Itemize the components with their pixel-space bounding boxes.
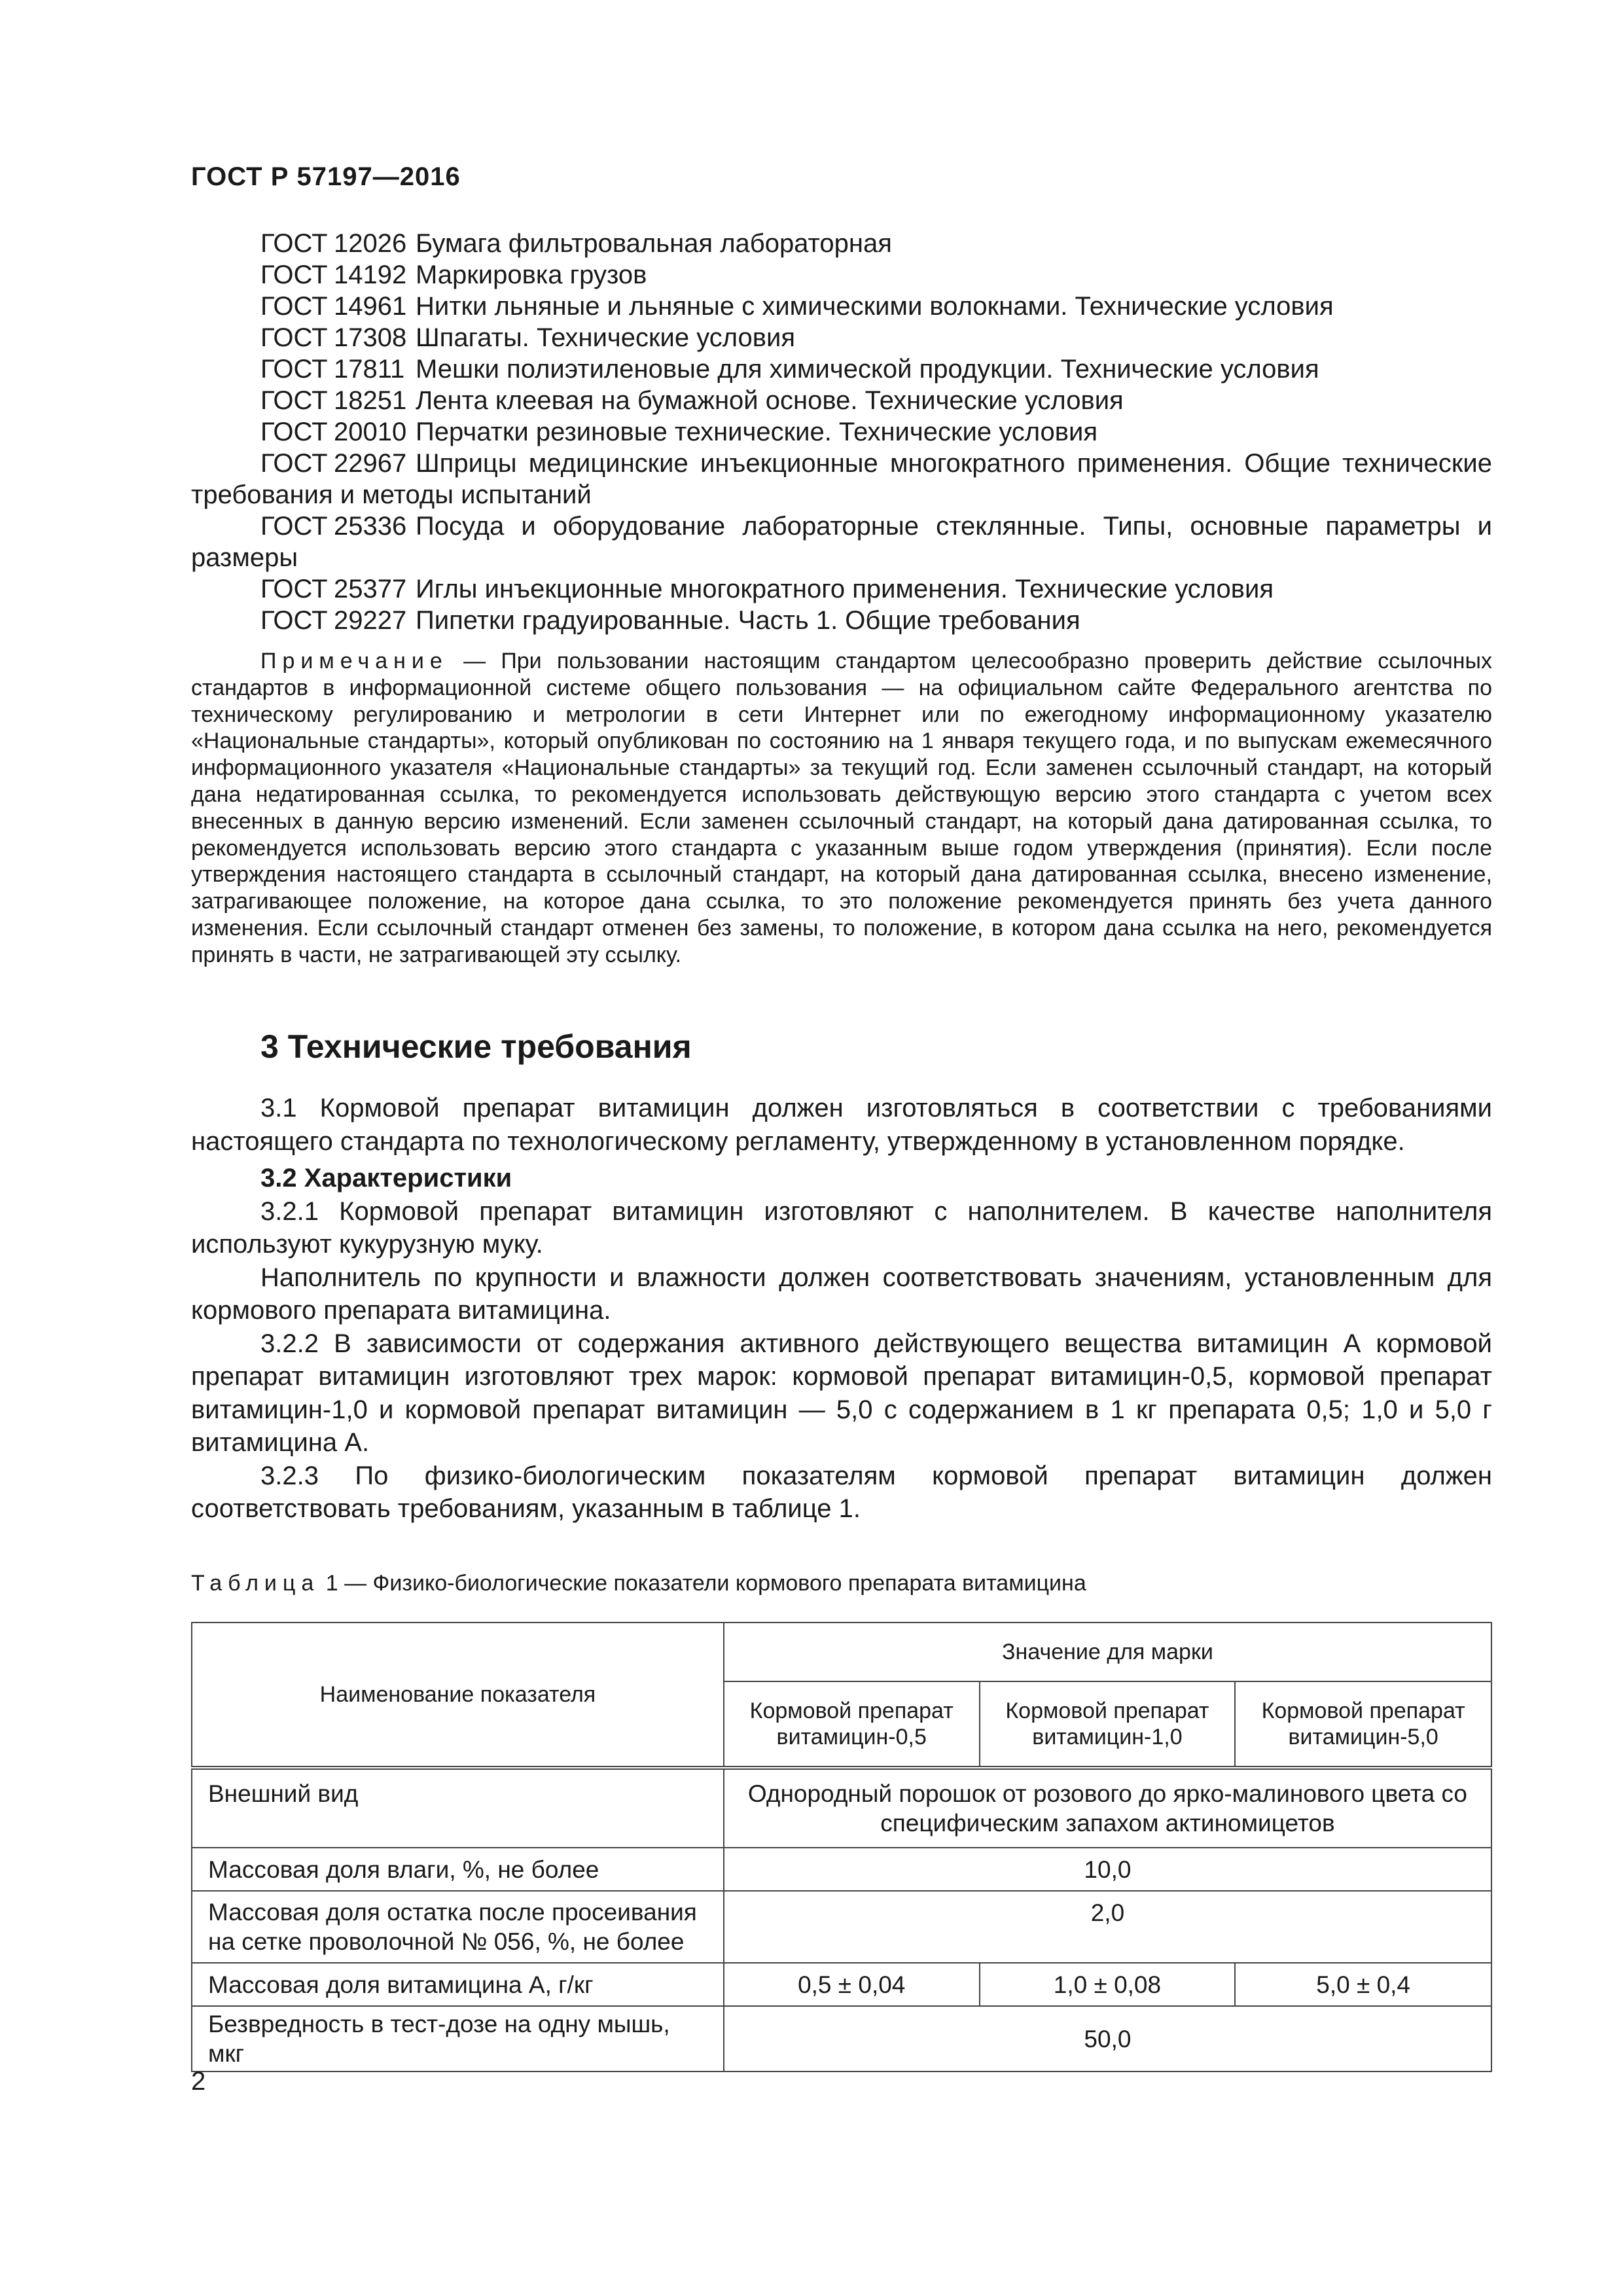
ref-title: Бумага фильтровальная лабораторная — [416, 229, 892, 258]
ref-title: Перчатки резиновые технические. Технические условия — [416, 418, 1098, 446]
header-grade-2: Кормовой препарат витамицин-1,0 — [980, 1681, 1236, 1768]
list-item — [191, 448, 1492, 511]
header-name-column: Наименование показателя — [192, 1623, 724, 1768]
ref-number: 20010 — [334, 418, 407, 446]
list-item — [191, 259, 1492, 291]
row-name: Внешний вид — [192, 1768, 724, 1848]
header-grade-3: Кормовой препарат витамицин-5,0 — [1235, 1681, 1491, 1768]
ref-number: 18251 — [334, 386, 407, 415]
page-number: 2 — [191, 2067, 206, 2096]
ref-code: ГОСТ — [260, 229, 328, 258]
note-text: — При пользовании настоящим стандартом целесообразно проверить действие ссылочных стандартов в информационной системе общего пользования — на официальном сайте Федерального агентства по техническому регулированию и метрологии в сети Интернет или по ежегодному информационному указателю «Национальные стандарты», который опубликован по состоянию на 1 января текущего года, и по выпускам ежемесячного информационного указателя «Национальные стандарты» за текущий год. Если заменен ссылочный стандарт, на который дана недатированная ссылка, то рекомендуется использовать действующую версию этого стандарта с учетом всех внесенных в данную версию изменений. Если заменен ссылочный стандарт, на который дана датированная ссылка, то рекомендуется использовать версию этого стандарта с указанным выше годом утверждения (принятия). Если после утверждения настоящего стандарта в ссылочный стандарт, на который дана датированная ссылка, внесено изменение, затрагивающее положение, на которое дана ссылка, то это положение рекомендуется принять без учета данного изменения. Если ссылочный стандарт отменен без замены, то положение, в котором дана ссылка на него, рекомендуется принять в части, не затрагивающей эту ссылку. — [191, 649, 1492, 967]
paragraph-3-2-2: 3.2.2 В зависимости от содержания активного действующего вещества витамицин А кормовой препарат витамицин изготовляют трех марок: кормовой препарат витамицин-0,5, кормовой препарат витамицин-1,0 и кормовой препарат витамицин — 5,0 с содержанием в 1 кг препарата 0,5; 1,0 и 5,0 г витамицина А. — [191, 1329, 1492, 1457]
row-value: 50,0 — [724, 2006, 1491, 2072]
row-name: Безвредность в тест-дозе на одну мышь, мкг — [192, 2006, 724, 2072]
subsection-heading: 3.2 Характеристики — [260, 1164, 512, 1193]
ref-number: 17308 — [334, 323, 407, 352]
document-header: ГОСТ Р 57197—2016 — [191, 162, 461, 191]
list-item — [191, 291, 1492, 322]
ref-number: 14192 — [334, 260, 407, 289]
ref-title: Шприцы медицинские инъекционные многократного применения. Общие технические требования и методы испытаний — [191, 449, 1492, 509]
row-value: 1,0 ± 0,08 — [980, 1963, 1236, 2006]
ref-title: Шпагаты. Технические условия — [416, 323, 796, 352]
row-value: 2,0 — [724, 1891, 1491, 1963]
row-value: Однородный порошок от розового до ярко-малинового цвета со специфическим запахом актиномицетов — [724, 1768, 1491, 1848]
ref-code: ГОСТ — [260, 292, 328, 321]
ref-code: ГОСТ — [260, 260, 328, 289]
ref-title: Мешки полиэтиленовые для химической продукции. Технические условия — [416, 355, 1319, 384]
reference-list — [191, 228, 1492, 636]
ref-code: ГОСТ — [260, 418, 328, 446]
table-caption-label: Таблица — [191, 1571, 320, 1596]
note-label: Примечание — [260, 649, 448, 673]
ref-title: Посуда и оборудование лабораторные стеклянные. Типы, основные параметры и размеры — [191, 512, 1492, 572]
ref-code: ГОСТ — [260, 606, 328, 635]
ref-title: Пипетки градуированные. Часть 1. Общие требования — [416, 606, 1080, 635]
table-caption-text: 1 — Физико-биологические показатели кормового препарата витамицина — [319, 1571, 1086, 1596]
ref-number: 17811 — [334, 355, 405, 384]
ref-number: 29227 — [334, 606, 407, 635]
ref-code: ГОСТ — [260, 575, 328, 603]
ref-code: ГОСТ — [260, 323, 328, 352]
ref-title: Лента клеевая на бумажной основе. Технические условия — [416, 386, 1124, 415]
table-row — [192, 1963, 1491, 2006]
ref-title: Иглы инъекционные многократного применения. Технические условия — [416, 575, 1274, 603]
table-row — [192, 2006, 1491, 2072]
ref-code: ГОСТ — [260, 355, 328, 384]
header-group: Значение для марки — [724, 1623, 1491, 1681]
ref-code: ГОСТ — [260, 512, 328, 541]
ref-number: 22967 — [334, 449, 407, 478]
table-row — [192, 1891, 1491, 1963]
paragraph-filler: Наполнитель по крупности и влажности должен соответствовать значениям, установленным для кормового препарата витамицина. — [191, 1263, 1492, 1325]
paragraph-3-2-1: 3.2.1 Кормовой препарат витамицин изготовляют с наполнителем. В качестве наполнителя используют кукурузную муку. — [191, 1196, 1492, 1259]
row-value: 5,0 ± 0,4 — [1235, 1963, 1491, 2006]
row-name: Массовая доля влаги, %, не более — [192, 1848, 724, 1891]
ref-number: 14961 — [334, 292, 407, 321]
ref-title: Маркировка грузов — [416, 260, 647, 289]
ref-number: 12026 — [334, 229, 407, 258]
list-item — [191, 353, 1492, 385]
note-paragraph — [191, 648, 1492, 969]
table-caption — [191, 1571, 1086, 1596]
row-value: 10,0 — [724, 1848, 1491, 1891]
list-item — [191, 573, 1492, 605]
row-name: Массовая доля остатка после просеивания на сетке проволочной № 056, %, не более — [192, 1891, 724, 1963]
row-name: Массовая доля витамицина А, г/кг — [192, 1963, 724, 2006]
table-row — [192, 1768, 1491, 1848]
section-body — [191, 1092, 1492, 1526]
ref-number: 25336 — [334, 512, 407, 541]
ref-number: 25377 — [334, 575, 407, 603]
list-item — [191, 605, 1492, 636]
row-value: 0,5 ± 0,04 — [724, 1963, 980, 2006]
list-item — [191, 228, 1492, 259]
ref-title: Нитки льняные и льняные с химическими волокнами. Технические условия — [416, 292, 1334, 321]
table-row — [192, 1848, 1491, 1891]
paragraph-3-2-3: 3.2.3 По физико-биологическим показателям кормовой препарат витамицин должен соответствовать требованиям, указанным в таблице 1. — [191, 1461, 1492, 1523]
list-item — [191, 385, 1492, 416]
table-1 — [191, 1622, 1492, 2072]
paragraph-3-1: 3.1 Кормовой препарат витамицин должен изготовляться в соответствии с требованиями настоящего стандарта по технологическому регламенту, утвержденному в установленном порядке. — [191, 1094, 1492, 1156]
ref-code: ГОСТ — [260, 386, 328, 415]
ref-code: ГОСТ — [260, 449, 328, 478]
header-grade-1: Кормовой препарат витамицин-0,5 — [724, 1681, 980, 1768]
list-item — [191, 322, 1492, 353]
list-item — [191, 416, 1492, 448]
list-item — [191, 511, 1492, 573]
section-heading: 3 Технические требования — [260, 1028, 692, 1065]
